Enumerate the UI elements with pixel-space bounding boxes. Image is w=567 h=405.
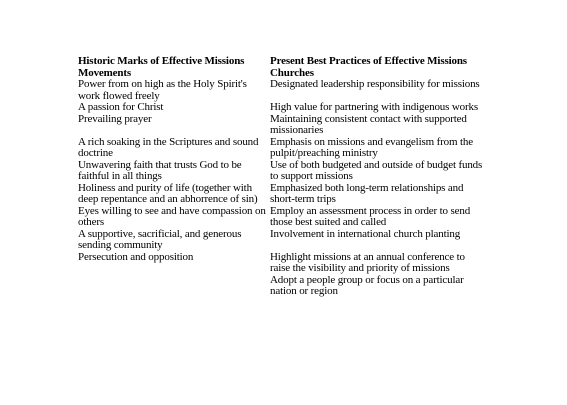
- historic-mark-cell: Unwavering faith that trusts God to be faithful in all things: [78, 158, 242, 182]
- table-row: [78, 137, 486, 160]
- best-practice-cell: Use of both budgeted and outside of budget funds to support missions: [270, 158, 483, 182]
- historic-mark-cell: [78, 275, 270, 298]
- comparison-table: [78, 56, 486, 298]
- historic-mark-cell: Power from on high as the Holy Spirit's work flowed freely: [78, 78, 247, 102]
- table-row: [78, 229, 486, 252]
- table-row: [78, 114, 486, 137]
- table-row: [78, 252, 486, 275]
- table-header-row: [78, 56, 486, 79]
- historic-mark-cell: Holiness and purity of life (together with deep repentance and an abhorrence of sin): [78, 181, 258, 205]
- header-historic-marks: Historic Marks of Effective Missions Movements: [78, 55, 245, 79]
- best-practice-cell: Involvement in international church planting: [270, 227, 461, 240]
- best-practice-cell: Designated leadership responsibility for missions: [270, 78, 480, 90]
- historic-mark-cell: A supportive, sacrificial, and generous sending community: [78, 227, 242, 251]
- table-row: [78, 275, 486, 298]
- table-row: [78, 79, 486, 102]
- best-practice-cell: Emphasis on missions and evangelism from the pulpit/preaching ministry: [270, 135, 473, 159]
- best-practice-cell: Highlight missions at an annual conference to raise the visibility and priority of missions: [270, 250, 465, 274]
- historic-mark-cell: Prevailing prayer: [78, 112, 152, 125]
- table-row: [78, 206, 486, 229]
- historic-mark-cell: Eyes willing to see and have compassion on others: [78, 204, 266, 228]
- historic-mark-cell: Persecution and opposition: [78, 250, 194, 263]
- historic-mark-cell: A passion for Christ: [78, 101, 164, 113]
- header-present-practices: Present Best Practices of Effective Missions Churches: [270, 55, 467, 79]
- best-practice-cell: Maintaining consistent contact with supported missionaries: [270, 112, 467, 136]
- best-practice-cell: Employ an assessment process in order to send those best suited and called: [270, 204, 471, 228]
- table-row: [78, 183, 486, 206]
- best-practice-cell: Adopt a people group or focus on a particular nation or region: [270, 273, 464, 297]
- best-practice-cell: High value for partnering with indigenous works: [270, 101, 479, 113]
- historic-mark-cell: A rich soaking in the Scriptures and sound doctrine: [78, 135, 259, 159]
- table-row: [78, 160, 486, 183]
- best-practice-cell: Emphasized both long-term relationships and short-term trips: [270, 181, 464, 205]
- table-row: [78, 102, 486, 114]
